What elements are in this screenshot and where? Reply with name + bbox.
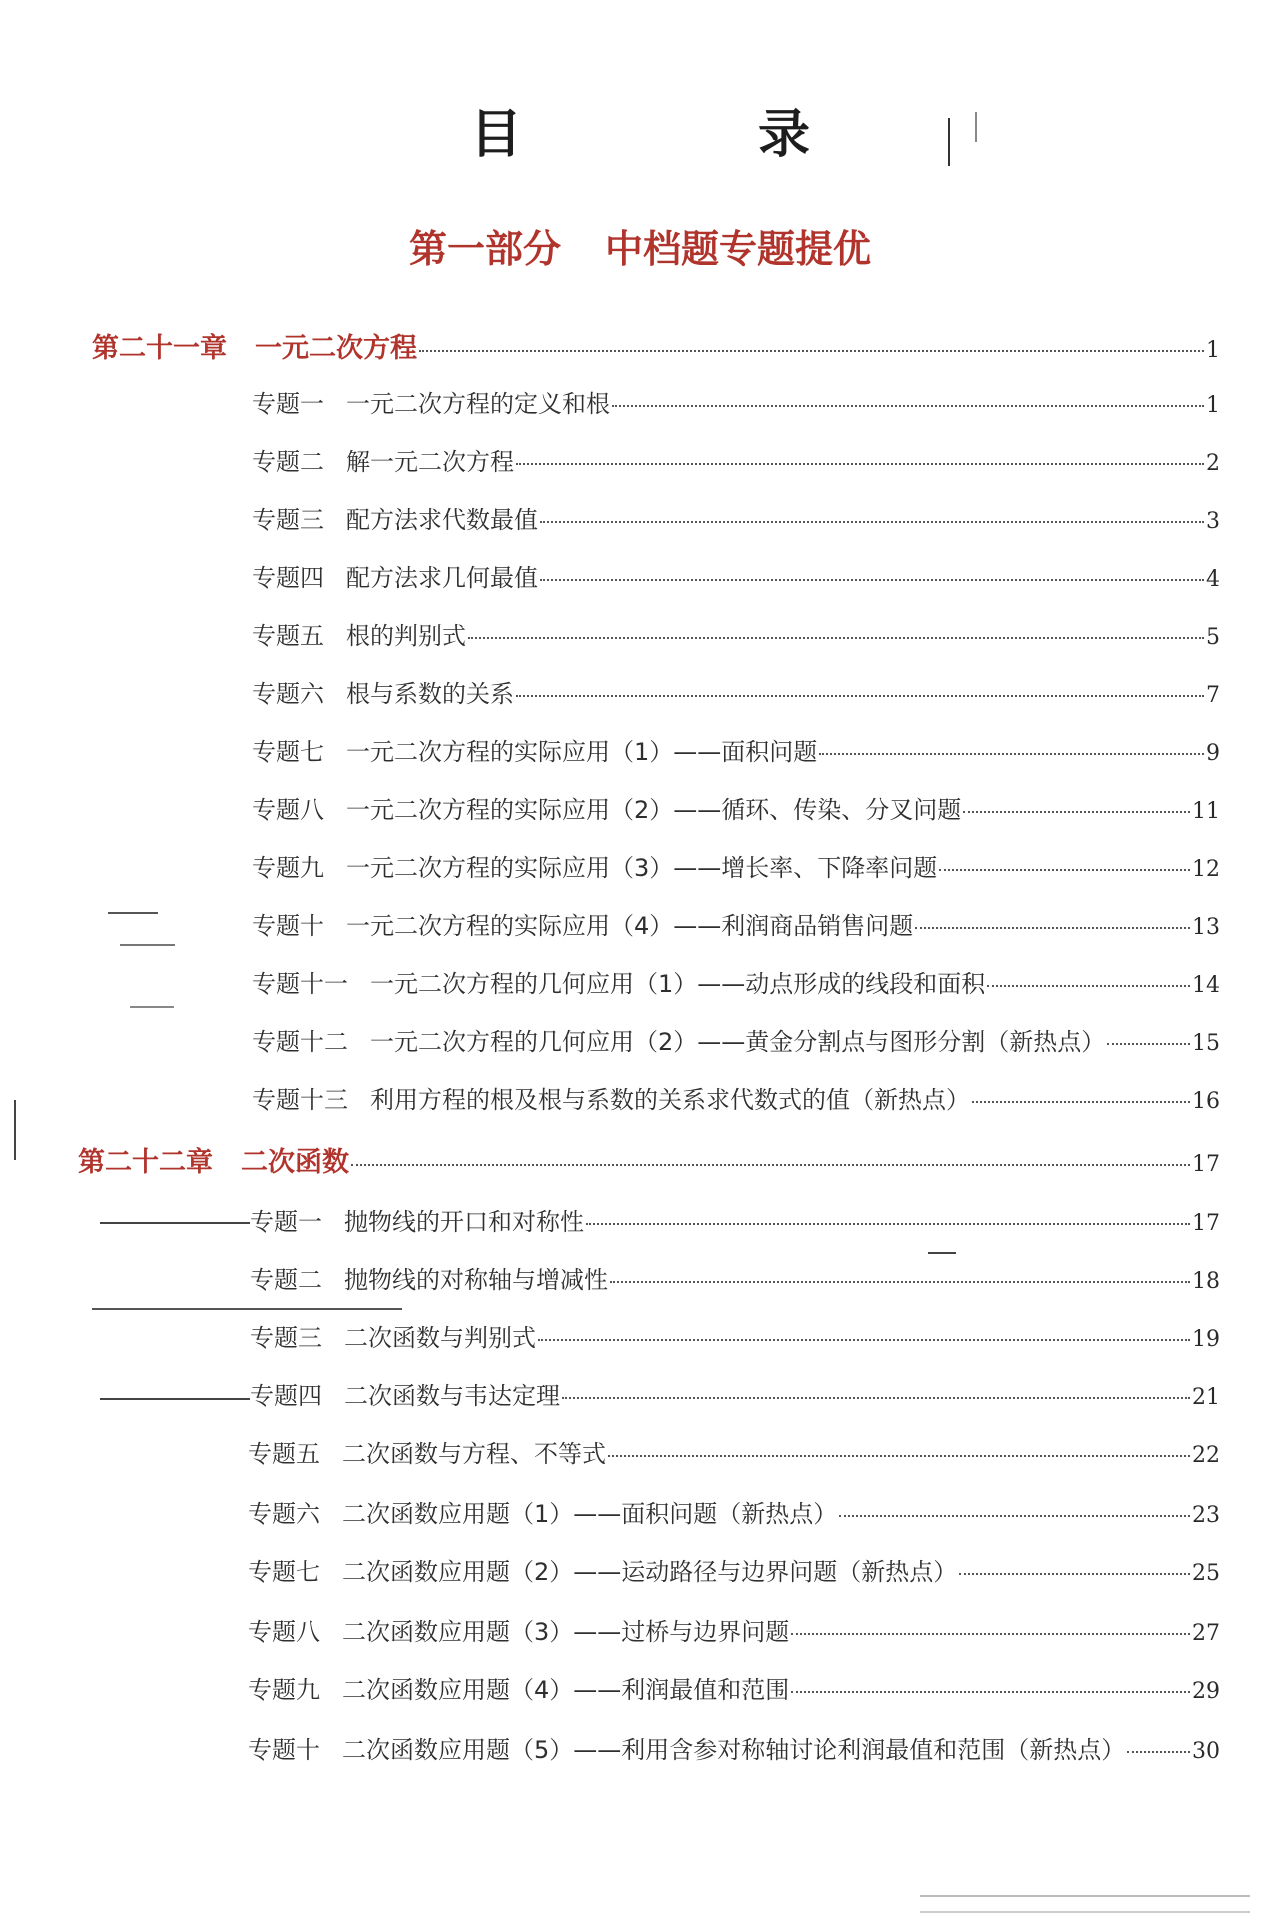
dot-leader — [540, 579, 1204, 581]
toc-entry[interactable] — [250, 1202, 1220, 1238]
dot-leader — [972, 1101, 1190, 1103]
topic-title: 抛物线的对称轴与增减性 — [344, 1266, 608, 1294]
dot-leader — [839, 1515, 1190, 1517]
part-label: 第一部分 — [408, 227, 561, 271]
toc-entry[interactable] — [248, 1494, 1220, 1530]
part-title: 中档题专题提优 — [605, 227, 872, 271]
topic-number: 专题九 — [248, 1676, 320, 1704]
page-number: 25 — [1192, 1561, 1220, 1586]
toc-entry[interactable] — [252, 674, 1220, 710]
dot-leader — [1127, 1751, 1190, 1753]
page-number: 5 — [1206, 625, 1220, 650]
topic-number: 专题六 — [252, 680, 324, 708]
dot-leader — [939, 869, 1190, 871]
topic-number: 专题五 — [252, 622, 324, 650]
topic-title: 二次函数与方程、不等式 — [342, 1440, 606, 1468]
page-number: 11 — [1192, 799, 1220, 824]
scan-artifact — [100, 1222, 250, 1224]
topic-number: 专题二 — [252, 448, 324, 476]
topic-number: 专题十一 — [252, 970, 348, 998]
topic-title: 一元二次方程的实际应用（2）——循环、传染、分叉问题 — [346, 796, 962, 824]
topic-title: 一元二次方程的几何应用（2）——黄金分割点与图形分割（新热点） — [370, 1028, 1106, 1056]
dot-leader — [987, 985, 1190, 987]
page-number: 17 — [1192, 1152, 1220, 1177]
topic-title: 抛物线的开口和对称性 — [344, 1208, 584, 1236]
page-number: 7 — [1206, 683, 1220, 708]
scan-footer-artifact — [920, 1895, 1250, 1913]
page-number: 29 — [1192, 1679, 1220, 1704]
dot-leader — [516, 463, 1204, 465]
dot-leader — [959, 1573, 1190, 1575]
topic-title: 一元二次方程的定义和根 — [346, 390, 610, 418]
topic-title: 二次函数应用题（2）——运动路径与边界问题（新热点） — [342, 1558, 958, 1586]
topic-number: 专题十 — [248, 1736, 320, 1764]
toc-entry[interactable] — [252, 1080, 1220, 1116]
topic-title: 二次函数应用题（5）——利用含参对称轴讨论利润最值和范围（新热点） — [342, 1736, 1126, 1764]
page-number: 12 — [1192, 857, 1220, 882]
page-number: 13 — [1192, 915, 1220, 940]
topic-title: 配方法求代数最值 — [346, 506, 538, 534]
page-number: 16 — [1192, 1089, 1220, 1114]
toc-entry[interactable] — [248, 1612, 1220, 1648]
dot-leader — [915, 927, 1190, 929]
topic-title: 一元二次方程的实际应用（3）——增长率、下降率问题 — [346, 854, 938, 882]
page-number: 4 — [1206, 567, 1220, 592]
topic-title: 二次函数与韦达定理 — [344, 1382, 560, 1410]
page-number: 23 — [1192, 1503, 1220, 1528]
dot-leader — [562, 1397, 1190, 1399]
dot-leader — [586, 1223, 1190, 1225]
topic-number: 专题十三 — [252, 1086, 348, 1114]
dot-leader — [538, 1339, 1190, 1341]
scan-artifact — [130, 1006, 174, 1008]
topic-title: 一元二次方程的实际应用（4）——利润商品销售问题 — [346, 912, 914, 940]
page-number: 15 — [1192, 1031, 1220, 1056]
page-number: 14 — [1192, 973, 1220, 998]
toc-entry[interactable] — [252, 906, 1220, 942]
page-number: 21 — [1192, 1385, 1220, 1410]
scan-artifact — [948, 118, 950, 166]
scan-artifact — [108, 912, 158, 914]
dot-leader — [516, 695, 1204, 697]
scan-artifact — [100, 1398, 250, 1400]
topic-number: 专题七 — [252, 738, 324, 766]
dot-leader — [351, 1164, 1190, 1166]
page-number: 1 — [1206, 393, 1220, 418]
toc-entry[interactable] — [252, 964, 1220, 1000]
scan-artifact — [14, 1100, 16, 1160]
topic-title: 根的判别式 — [346, 622, 466, 650]
topic-number: 专题七 — [248, 1558, 320, 1586]
topic-title: 配方法求几何最值 — [346, 564, 538, 592]
chapter-title: 二次函数 — [241, 1147, 349, 1178]
page-number: 22 — [1192, 1443, 1220, 1468]
chapter-row[interactable] — [78, 1140, 1220, 1176]
page-number: 30 — [1192, 1739, 1220, 1764]
dot-leader — [963, 811, 1190, 813]
page-number: 27 — [1192, 1621, 1220, 1646]
topic-number: 专题六 — [248, 1500, 320, 1528]
topic-number: 专题一 — [252, 390, 324, 418]
chapter-number: 第二十一章 — [92, 333, 227, 364]
dot-leader — [540, 521, 1204, 523]
toc-entry[interactable] — [250, 1376, 1220, 1412]
dot-leader — [1107, 1043, 1190, 1045]
chapter-title: 一元二次方程 — [255, 333, 417, 364]
toc-entry[interactable] — [252, 500, 1220, 536]
dot-leader — [819, 753, 1204, 755]
topic-title: 二次函数应用题（4）——利润最值和范围 — [342, 1676, 790, 1704]
dot-leader — [419, 350, 1204, 352]
toc-entry[interactable] — [252, 848, 1220, 884]
toc-entry[interactable] — [250, 1318, 1220, 1354]
scan-artifact — [975, 112, 977, 142]
page-number: 18 — [1192, 1269, 1220, 1294]
page-number: 17 — [1192, 1211, 1220, 1236]
topic-number: 专题五 — [248, 1440, 320, 1468]
topic-number: 专题十二 — [252, 1028, 348, 1056]
page-number: 2 — [1206, 451, 1220, 476]
topic-title: 利用方程的根及根与系数的关系求代数式的值（新热点） — [370, 1086, 970, 1114]
chapter-row[interactable] — [92, 326, 1220, 362]
scan-artifact — [928, 1252, 956, 1254]
page-number: 1 — [1206, 338, 1220, 363]
dot-leader — [608, 1455, 1190, 1457]
toc-entry[interactable] — [250, 1260, 1220, 1296]
scan-artifact — [92, 1308, 402, 1310]
topic-number: 专题十 — [252, 912, 324, 940]
page-number: 3 — [1206, 509, 1220, 534]
topic-title: 二次函数与判别式 — [344, 1324, 536, 1352]
page-number: 19 — [1192, 1327, 1220, 1352]
topic-number: 专题九 — [252, 854, 324, 882]
topic-number: 专题八 — [248, 1618, 320, 1646]
toc-entry[interactable] — [248, 1670, 1220, 1706]
chapter-number: 第二十二章 — [78, 1147, 213, 1178]
toc-entry[interactable] — [252, 790, 1220, 826]
toc-entry[interactable] — [252, 442, 1220, 478]
topic-number: 专题二 — [250, 1266, 322, 1294]
topic-number: 专题三 — [250, 1324, 322, 1352]
topic-number: 专题三 — [252, 506, 324, 534]
page-number: 9 — [1206, 741, 1220, 766]
topic-number: 专题一 — [250, 1208, 322, 1236]
toc-entry[interactable] — [252, 1022, 1220, 1058]
scan-artifact — [120, 944, 175, 946]
toc-entry[interactable] — [248, 1434, 1220, 1470]
dot-leader — [791, 1691, 1190, 1693]
topic-number: 专题八 — [252, 796, 324, 824]
toc-entry[interactable] — [248, 1552, 1220, 1588]
toc-entry[interactable] — [252, 558, 1220, 594]
topic-title: 解一元二次方程 — [346, 448, 514, 476]
toc-entry[interactable] — [252, 732, 1220, 768]
topic-title: 一元二次方程的几何应用（1）——动点形成的线段和面积 — [370, 970, 986, 998]
topic-number: 专题四 — [250, 1382, 322, 1410]
topic-title: 一元二次方程的实际应用（1）——面积问题 — [346, 738, 818, 766]
dot-leader — [610, 1281, 1190, 1283]
toc-entry[interactable] — [252, 384, 1220, 420]
toc-entry[interactable] — [248, 1730, 1220, 1766]
dot-leader — [612, 405, 1204, 407]
topic-title: 二次函数应用题（3）——过桥与边界问题 — [342, 1618, 790, 1646]
topic-number: 专题四 — [252, 564, 324, 592]
dot-leader — [468, 637, 1204, 639]
part-heading — [0, 218, 1280, 273]
toc-entry[interactable] — [252, 616, 1220, 652]
page-title: 目 录 — [469, 105, 902, 165]
topic-title: 二次函数应用题（1）——面积问题（新热点） — [342, 1500, 838, 1528]
dot-leader — [791, 1633, 1190, 1635]
topic-title: 根与系数的关系 — [346, 680, 514, 708]
